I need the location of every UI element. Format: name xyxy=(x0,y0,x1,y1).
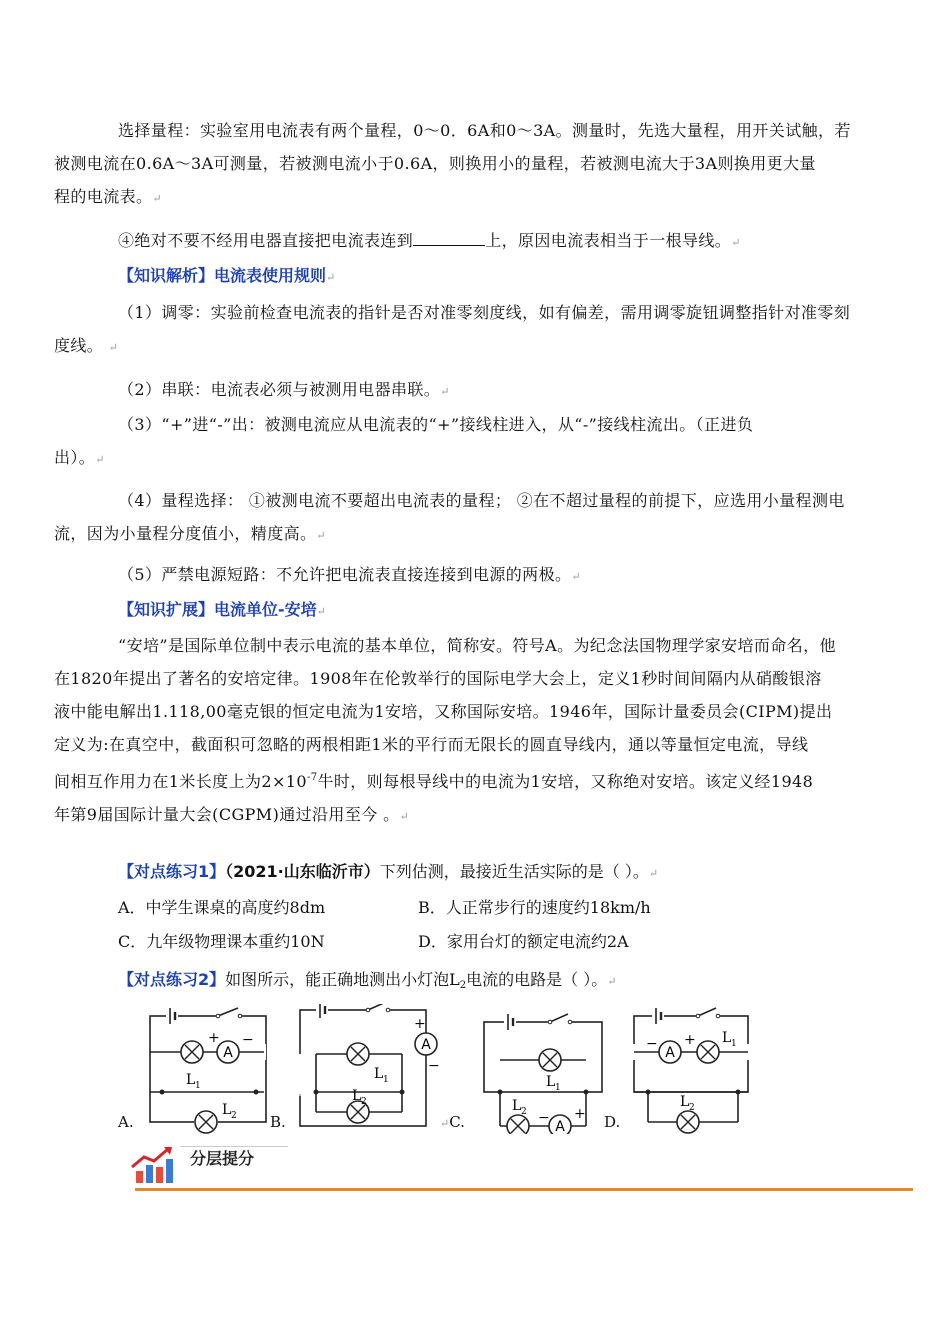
l1-sub: 1 xyxy=(731,1039,737,1049)
circuit-c-label xyxy=(440,1113,465,1131)
minus-label: − xyxy=(646,1036,658,1052)
l1-label: L xyxy=(722,1030,732,1046)
ex2-question-a: 如图所示，能正确地测出小灯泡L xyxy=(225,970,460,989)
paragraph-mark: ↵ xyxy=(571,570,582,583)
rule-1 xyxy=(54,296,866,364)
item4-text-b: 上，原因电流表相当于一根导线。 xyxy=(485,231,732,250)
ext-heading-text: 【知识扩展】电流单位-安培 xyxy=(118,600,317,619)
item4-paragraph xyxy=(86,224,866,259)
paragraph-mark: ↵ xyxy=(648,867,659,880)
l2-sub: 2 xyxy=(231,1111,237,1121)
ext-line-6: 年第9届国际计量大会(CGPM)通过沿用至今 。 xyxy=(54,805,400,824)
ex1-option-c: C．九年级物理课本重约10N xyxy=(118,932,325,951)
ex1-question: 下列估测，最接近生活实际的是（ ）。 xyxy=(379,862,649,881)
rule-4-line-1: （4）量程选择： ①被测电流不要超出电流表的量程； ②在不超过量程的前提下，应选用小量程测电 xyxy=(118,491,845,510)
ex2-tag: 【对点练习2】 xyxy=(118,970,226,989)
paragraph-mark: ↵ xyxy=(607,975,617,988)
circuit-a xyxy=(148,1004,270,1134)
ext-line-2: 在1820年提出了著名的安培定律。1908年在伦敦举行的国际电学大会上，定义1秒时间间隔内从硝酸银溶 xyxy=(54,669,822,688)
ext-line-1: “安培”是国际单位制中表示电流的基本单位，简称安。符号A。为纪念法国物理学家安培而命名，他 xyxy=(118,636,836,655)
ext-line-4: 定义为:在真空中，截面积可忽略的两根相距1米的平行而无限长的圆直导线内，通以等量恒定电流，导线 xyxy=(54,735,809,754)
plus-label: + xyxy=(208,1030,220,1046)
ex1-option-b: B．人正常步行的速度约18km/h xyxy=(418,898,651,917)
l1-sub: 1 xyxy=(195,1081,201,1091)
plus-label: + xyxy=(414,1016,426,1032)
paragraph-mark: ↵ xyxy=(95,453,105,466)
l1-label: L xyxy=(186,1072,196,1088)
exponent: -7 xyxy=(306,772,318,783)
paragraph-mark: ↵ xyxy=(440,385,450,398)
l2-label: L xyxy=(512,1098,522,1114)
rule-4 xyxy=(54,484,866,552)
circuit-c-letter: C. xyxy=(449,1113,465,1131)
range-line-2: 被测电流在0.6A～3A可测量，若被测电流小于0.6A，则换用小的量程，若被测电流大于3A则换用更大量 xyxy=(54,154,816,173)
l2-sub: 2 xyxy=(689,1103,695,1113)
minus-label: − xyxy=(428,1058,440,1074)
circuit-d xyxy=(630,1004,752,1134)
paragraph-mark: ↵ xyxy=(731,236,741,249)
range-line-1: 选择量程：实验室用电流表有两个量程，0～0．6A和0～3A。测量时，先选大量程，用开关试触，若 xyxy=(118,121,851,140)
footer-title: 分层提分 xyxy=(190,1149,255,1168)
ext-line-3: 液中能电解出1.118,00毫克银的恒定电流为1安培，又称国际安培。1946年，国际计量委员会(CIPM)提出 xyxy=(54,702,833,721)
ext-heading xyxy=(86,596,326,626)
paragraph-mark: ↵ xyxy=(316,605,326,618)
ex1-source: （2021·山东临沂市） xyxy=(225,862,380,881)
ammeter-label: A xyxy=(555,1119,565,1134)
ammeter-label: A xyxy=(421,1037,431,1053)
plus-label: + xyxy=(684,1032,696,1048)
ext-paragraph xyxy=(54,629,866,833)
ex1-option-d: D．家用台灯的额定电流约2A xyxy=(418,932,629,951)
ext-line-5-a: 间相互作用力在1米长度上为2×10 xyxy=(54,772,307,791)
paragraph-mark: ↵ xyxy=(399,810,410,823)
minus-label: − xyxy=(538,1110,550,1126)
circuit-a-label: A. xyxy=(118,1113,134,1131)
rule-4-line-2: 流，因为小量程分度值小，精度高。 xyxy=(54,524,317,543)
item4-text-a: ④绝对不要不经用电器直接把电流表连到 xyxy=(118,231,414,250)
l2-sub: 2 xyxy=(521,1107,527,1117)
l2-label: L xyxy=(352,1088,362,1104)
rule-3 xyxy=(54,408,866,476)
ex1-tag: 【对点练习1】 xyxy=(118,862,226,881)
plus-label: + xyxy=(574,1106,586,1122)
l1-label: L xyxy=(374,1066,384,1082)
ex2-question-sub: 2 xyxy=(459,980,467,991)
rule-1-line-2: 度线。 xyxy=(54,336,104,355)
minus-label: − xyxy=(242,1032,254,1048)
l2-sub: 2 xyxy=(361,1097,367,1107)
l1-sub: 1 xyxy=(555,1083,561,1093)
range-line-3: 程的电流表。 xyxy=(54,187,153,206)
rule-5 xyxy=(86,558,866,593)
paragraph-mark: ↵ xyxy=(326,271,336,284)
ex1-option-a: A．中学生课桌的高度约8dm xyxy=(118,898,326,917)
rules-heading-text: 【知识解析】电流表使用规则 xyxy=(118,266,327,285)
ext-line-5-b: 牛时，则每根导线中的电流为1安培，又称绝对安培。该定义经1948 xyxy=(317,772,814,791)
ex2-heading xyxy=(86,966,616,1000)
l2-label: L xyxy=(222,1102,232,1118)
rule-2 xyxy=(86,373,866,408)
paragraph-mark: ↵ xyxy=(316,529,327,542)
paragraph-mark: ↵ xyxy=(108,341,119,354)
range-paragraph xyxy=(54,114,866,215)
rule-2-text: （2）串联：电流表必须与被测用电器串联。 xyxy=(118,380,441,399)
l1-label: L xyxy=(546,1074,556,1090)
circuit-d-label: D. xyxy=(604,1113,621,1131)
chart-growth-icon xyxy=(130,1145,176,1187)
rule-3-line-1: （3）“+”进“-”出：被测电流应从电流表的“+”接线柱进入，从“-”接线柱流出。（正进负 xyxy=(118,415,754,434)
rule-3-line-2: 出）。 xyxy=(54,448,96,467)
footer-rule xyxy=(135,1188,913,1191)
rules-heading xyxy=(86,262,335,292)
paragraph-mark: ↵ xyxy=(440,1117,450,1130)
ammeter-label: A xyxy=(223,1045,233,1061)
ex1-heading xyxy=(86,858,658,888)
circuit-c xyxy=(480,1004,610,1134)
ammeter-label: A xyxy=(665,1045,675,1061)
circuit-b-label: B. xyxy=(270,1113,286,1131)
fill-blank xyxy=(413,227,485,246)
rule-1-line-1: （1）调零：实验前检查电流表的指针是否对准零刻度线，如有偏差，需用调零旋钮调整指针对准零刻 xyxy=(118,303,851,322)
rule-5-text: （5）严禁电源短路：不允许把电流表直接连接到电源的两极。 xyxy=(118,565,572,584)
ext-line-5 xyxy=(54,772,813,791)
l2-label: L xyxy=(680,1094,690,1110)
l1-sub: 1 xyxy=(383,1075,389,1085)
ex2-question-b: 电流的电路是（ ）。 xyxy=(466,970,608,989)
circuit-b xyxy=(296,1004,446,1134)
paragraph-mark: ↵ xyxy=(152,192,163,205)
